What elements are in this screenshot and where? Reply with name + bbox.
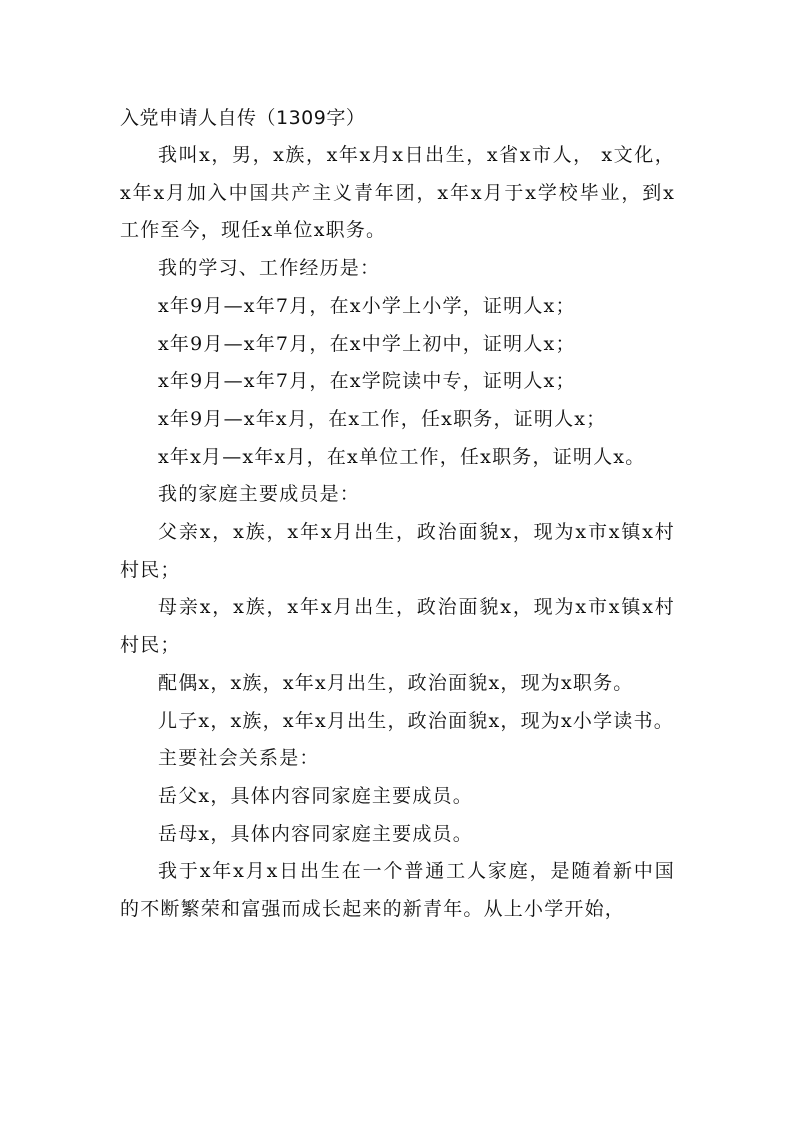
paragraph-history-college: x年9月—x年7月，在x学院读中专，证明人x； (158, 370, 576, 393)
document-title: 入党申请人自传（1309字） (120, 107, 366, 129)
paragraph-family-heading: 我的家庭主要成员是： (158, 483, 361, 506)
paragraph-biography: 我于x年x月x日出生在一个普通工人家庭，是随着新中国的不断繁荣和富强而成长起来的新青年。从上小学开始， (120, 860, 675, 921)
paragraph-social-mother-in-law: 岳母x，具体内容同家庭主要成员。 (158, 822, 473, 845)
paragraph-study-work-heading: 我的学习、工作经历是： (158, 257, 381, 280)
paragraph-family-mother: 母亲x，x族，x年x月出生，政治面貌x，现为x市x镇x村村民； (120, 596, 675, 657)
paragraph-family-father: 父亲x，x族，x年x月出生，政治面貌x，现为x市x镇x村村民； (120, 521, 675, 581)
paragraph-history-middle: x年9月—x年7月，在x中学上初中，证明人x； (158, 332, 576, 355)
paragraph-family-son: 儿子x，x族，x年x月出生，政治面貌x，现为x小学读书。 (158, 709, 674, 732)
paragraph-intro: 我叫x，男，x族，x年x月x日出生，x省x市人， x文化，x年x月加入中国共产主义青年团，x年x月于x学校毕业，到x工作至今，现任x单位x职务。 (120, 144, 675, 242)
paragraph-family-spouse: 配偶x，x族，x年x月出生，政治面貌x，现为x职务。 (158, 671, 634, 694)
paragraph-history-current: x年x月—x年x月，在x单位工作，任x职务，证明人x。 (158, 445, 646, 468)
paragraph-history-work: x年9月—x年x月，在x工作，任x职务，证明人x； (158, 407, 607, 430)
paragraph-history-primary: x年9月—x年7月，在x小学上小学，证明人x； (158, 294, 576, 317)
paragraph-social-father-in-law: 岳父x，具体内容同家庭主要成员。 (158, 784, 473, 807)
paragraph-social-heading: 主要社会关系是： (158, 747, 320, 770)
